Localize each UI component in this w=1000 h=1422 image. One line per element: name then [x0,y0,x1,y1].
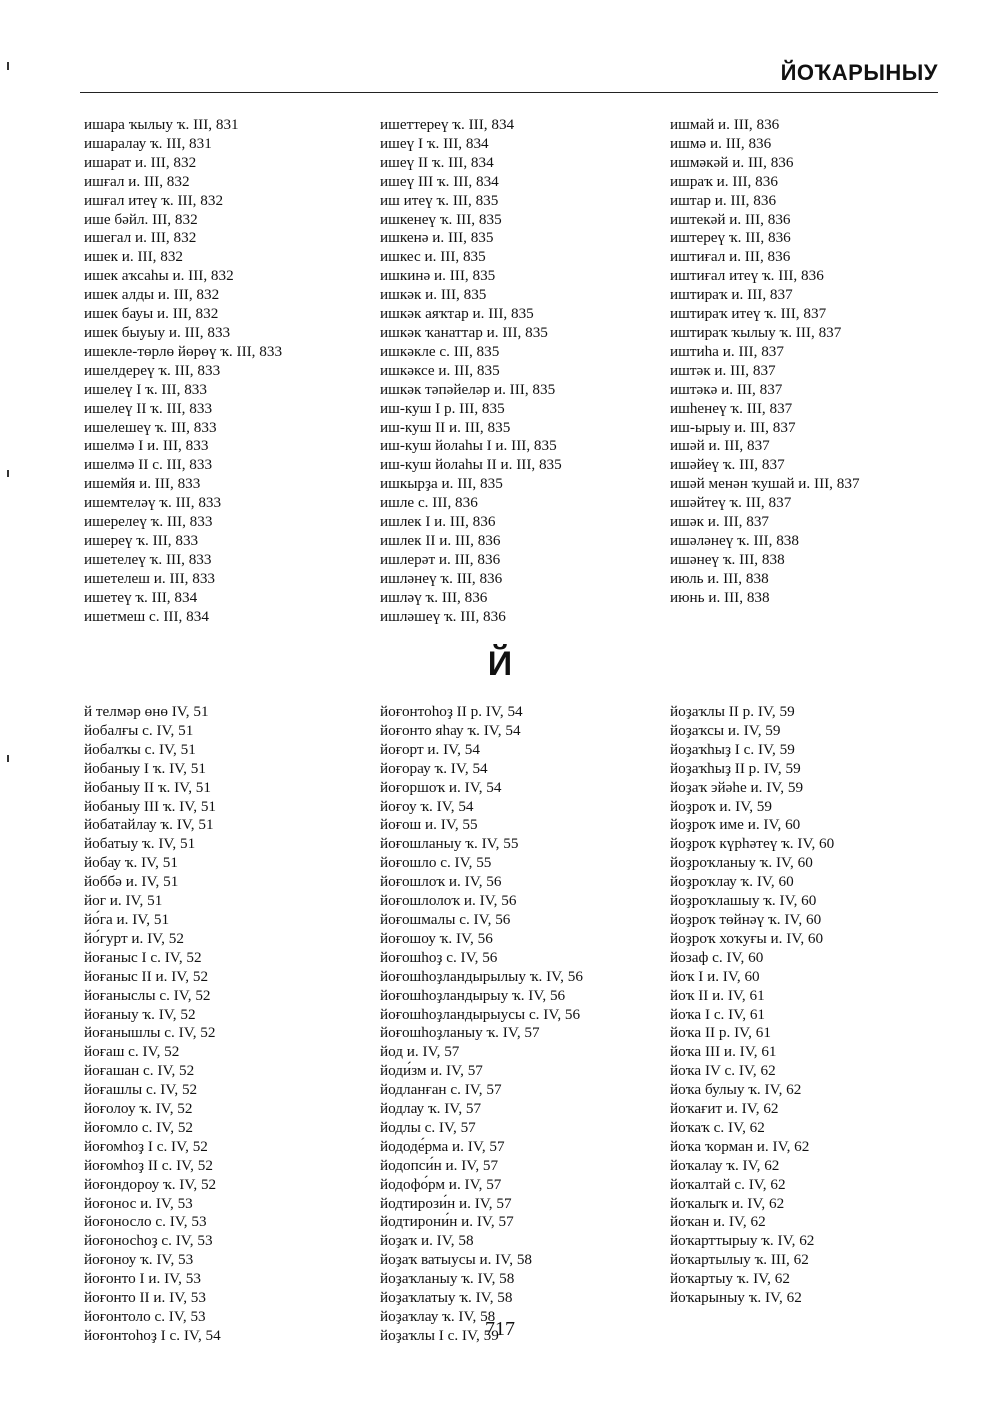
dictionary-entry: ишлерәт и. III, 836 [380,550,501,568]
dictionary-entry: ишкенеү ҡ. III, 835 [380,210,502,228]
dictionary-entry: ишкырҙа и. III, 835 [380,475,503,493]
dictionary-entry: ишкәк аяҡтар и. III, 835 [380,305,534,323]
dictionary-entry: иштереү ҡ. III, 836 [670,229,791,247]
dictionary-entry: йоҡа I с. IV, 61 [670,1005,766,1023]
dictionary-entry: йоҡаҡ с. IV, 62 [670,1118,765,1136]
dictionary-entry: йоҙаҡлау ҡ. IV, 58 [380,1308,496,1325]
dictionary-entry: йоғошланыу ҡ. IV, 55 [380,835,519,853]
dictionary-entry: ишәй менән ҡушай и. III, 837 [670,475,860,493]
dictionary-entry: ишетелеш и. III, 833 [84,569,216,587]
dictionary-entry: йоғанышлы с. IV, 52 [84,1024,216,1042]
dictionary-entry: йозаф с. IV, 60 [670,948,764,966]
dictionary-entry: июль и. III, 838 [670,569,769,587]
dictionary-entry: йоҡ II и. IV, 61 [670,986,765,1004]
dictionary-entry: ишекле-төрлө йөрөү ҡ. III, 833 [84,342,283,360]
dictionary-entry: ишереү ҡ. III, 833 [84,531,199,549]
dictionary-entry: ишелмә II с. III, 833 [84,456,213,474]
dictionary-entry: ишәй и. III, 837 [670,437,770,455]
dictionary-entry: ишлек II и. III, 836 [380,531,501,549]
page-number: 717 [485,1318,515,1340]
dictionary-entry: йобаныу I ҡ. IV, 51 [84,759,206,777]
dictionary-entry: ишегал и. III, 832 [84,229,197,247]
dictionary-entry: йоҡартылыу ҡ. III, 62 [670,1251,809,1269]
dictionary-entry: июнь и. III, 838 [670,588,770,606]
entries-column [84,116,384,626]
dictionary-entry: ишеү I ҡ. III, 834 [380,134,489,152]
dictionary-entry: ишеттереү ҡ. III, 834 [380,116,515,133]
dictionary-entry: йоғорау ҡ. IV, 54 [380,759,488,777]
dictionary-entry: йоҡа II р. IV, 61 [670,1024,771,1042]
dictionary-entry: йоғош и. IV, 55 [380,816,478,834]
dictionary-entry: ишәләнеү ҡ. III, 838 [670,531,799,549]
dictionary-entry: йоғонтоһоҙ I с. IV, 54 [84,1326,221,1344]
dictionary-entry: ишелдереү ҡ. III, 833 [84,361,221,379]
dictionary-entry: ишек быуыу и. III, 833 [84,323,231,341]
dictionary-entry: йоғошлоҡ и. IV, 56 [380,873,502,891]
dictionary-entry: йоғаныслы с. IV, 52 [84,986,211,1004]
dictionary-entry: йоғонтоһоҙ II р. IV, 54 [380,703,523,720]
dictionary-entry: йоҙроҡ хоҡуғы и. IV, 60 [670,929,824,947]
dictionary-entry: йоҙаҡлатыу ҡ. IV, 58 [380,1289,513,1307]
dictionary-entry: йоғоу ҡ. IV, 54 [380,797,474,815]
dictionary-entry: йоҙаҡ и. IV, 58 [380,1232,474,1250]
dictionary-entry: ишкәксе и. III, 835 [380,361,500,379]
dictionary-entry: ишелмә I и. III, 833 [84,437,209,455]
dictionary-entry: йоғошмалы с. IV, 56 [380,910,511,928]
dictionary-entry: иштар и. III, 836 [670,191,777,209]
dictionary-entry: й телмәр өнө IV, 51 [84,703,209,720]
dictionary-entry: йоҡалау ҡ. IV, 62 [670,1156,780,1174]
dictionary-entry: ишарат и. III, 832 [84,153,197,171]
dictionary-entry: йоғоносһоҙ с. IV, 53 [84,1232,213,1250]
dictionary-entry: йоғондороу ҡ. IV, 52 [84,1175,217,1193]
dictionary-entry: ишкәк ҡанаттар и. III, 835 [380,323,548,341]
dictionary-entry: йоғошһоҙландырылыу ҡ. IV, 56 [380,967,583,985]
dictionary-entry: йоғашан с. IV, 52 [84,1062,195,1080]
dictionary-entry: ишәйеү ҡ. III, 837 [670,456,785,474]
dictionary-entry: йодофо́рм и. IV, 57 [380,1175,502,1193]
dictionary-entry: ишғал и. III, 832 [84,172,190,190]
left-margin-mark [7,470,9,477]
dictionary-entry: йоғоноу ҡ. IV, 53 [84,1251,194,1269]
header-rule [80,92,938,93]
dictionary-entry: ишмәкәй и. III, 836 [670,153,794,171]
dictionary-entry: йоғорт и. IV, 54 [380,740,480,758]
dictionary-entry: ишғал итеү ҡ. III, 832 [84,191,224,209]
dictionary-entry: йобау ҡ. IV, 51 [84,854,178,872]
dictionary-entry: йобаныу II ҡ. IV, 51 [84,778,211,796]
dictionary-entry: йоҙаҡлы I с. IV, 59 [380,1326,499,1344]
dictionary-entry: йог и. IV, 51 [84,892,163,910]
dictionary-entry: йоҡа ҡорман и. IV, 62 [670,1137,810,1155]
left-margin-mark [7,755,9,762]
dictionary-entry: ишһенеү ҡ. III, 837 [670,399,793,417]
dictionary-entry: иш итеү ҡ. III, 835 [380,191,499,209]
dictionary-entry: ишетеү ҡ. III, 834 [84,588,198,606]
dictionary-entry: йобатайлау ҡ. IV, 51 [84,816,214,834]
dictionary-entry: йоҡартыу ҡ. IV, 62 [670,1270,790,1288]
dictionary-entry: ишетелеү ҡ. III, 833 [84,550,212,568]
dictionary-entry: ишкәкле с. III, 835 [380,342,500,360]
dictionary-entry: йоғаныс I с. IV, 52 [84,948,202,966]
dictionary-entry: йоғонто II и. IV, 53 [84,1289,206,1307]
dictionary-entry: йоғомло с. IV, 52 [84,1118,194,1136]
dictionary-entry: йоҙроҡлашыу ҡ. IV, 60 [670,892,817,910]
dictionary-entry: ишәйтеү ҡ. III, 837 [670,494,792,512]
dictionary-entry: йоҡағит и. IV, 62 [670,1100,779,1118]
entries-column [84,703,384,1346]
dictionary-entry: ишелеү I ҡ. III, 833 [84,380,207,398]
dictionary-entry: йоҡа IV с. IV, 62 [670,1062,776,1080]
dictionary-entry: ишмә и. III, 836 [670,134,772,152]
dictionary-entry: йоғошһоҙландырыусы с. IV, 56 [380,1005,581,1023]
dictionary-entry: иштекәй и. III, 836 [670,210,791,228]
dictionary-entry: йодтирози́н и. IV, 57 [380,1194,512,1212]
dictionary-entry: йо́гурт и. IV, 52 [84,929,184,947]
dictionary-entry: йод и. IV, 57 [380,1043,460,1061]
dictionary-entry: йоҙаҡһыҙ I с. IV, 59 [670,740,795,758]
dictionary-entry: йоғаш с. IV, 52 [84,1043,180,1061]
dictionary-entry: йоҡарыныу ҡ. IV, 62 [670,1289,802,1307]
dictionary-entry: иштираҡ ҡылыу ҡ. III, 837 [670,323,842,341]
dictionary-entry: йоғаныс II и. IV, 52 [84,967,209,985]
dictionary-entry: йоҡалыҡ и. IV, 62 [670,1194,785,1212]
dictionary-entry: ишек алды и. III, 832 [84,286,220,304]
dictionary-entry: иштәкә и. III, 837 [670,380,783,398]
dictionary-entry: иштәк и. III, 837 [670,361,776,379]
dictionary-entry: йоғонослo с. IV, 53 [84,1213,207,1231]
dictionary-entry: йоббә и. IV, 51 [84,873,179,891]
dictionary-entry: йоҙаҡланыу ҡ. IV, 58 [380,1270,515,1288]
dictionary-entry: йододе́рма и. IV, 57 [380,1137,505,1155]
dictionary-entry: иш-куш I р. III, 835 [380,399,505,417]
dictionary-entry: ишләү ҡ. III, 836 [380,588,488,606]
dictionary-entry: йоғонто яһау ҡ. IV, 54 [380,721,521,739]
dictionary-entry: йоғонтоло с. IV, 53 [84,1308,206,1325]
dictionary-entry: ишкәк и. III, 835 [380,286,487,304]
section-letter: Й [487,645,513,683]
dictionary-entry: ишләнеү ҡ. III, 836 [380,569,503,587]
dictionary-entry: иш-куш йолаһы I и. III, 835 [380,437,557,455]
dictionary-entry: йо́га и. IV, 51 [84,910,170,928]
dictionary-entry: ишкинә и. III, 835 [380,267,496,285]
running-head: ЙОҠАРЫНЫУ [780,60,938,85]
dictionary-entry: йоҙаҡлы II р. IV, 59 [670,703,795,720]
dictionary-entry: йоҙаҡсы и. IV, 59 [670,721,781,739]
dictionary-entry: ишетмеш с. III, 834 [84,607,209,625]
dictionary-entry: йоғошһоҙланыу ҡ. IV, 57 [380,1024,540,1042]
dictionary-entry: йоҡа булыу ҡ. IV, 62 [670,1081,802,1099]
dictionary-entry: йоҙроҡлау ҡ. IV, 60 [670,873,794,891]
dictionary-entry: ишеү III ҡ. III, 834 [380,172,499,190]
dictionary-entry: йоҡан и. IV, 62 [670,1213,766,1231]
dictionary-entry: ишле с. III, 836 [380,494,478,512]
dictionary-entry: йоди́зм и. IV, 57 [380,1062,483,1080]
dictionary-entry: йоҙроҡ күрһәтеү ҡ. IV, 60 [670,835,835,853]
dictionary-entry: йоҡалтай с. IV, 62 [670,1175,786,1193]
dictionary-entry: йоҙаҡһыҙ II р. IV, 59 [670,759,801,777]
dictionary-entry: ишек бауы и. III, 832 [84,305,219,323]
dictionary-entry: йоғошоу ҡ. IV, 56 [380,929,493,947]
dictionary-entry: йоғошһоҙ с. IV, 56 [380,948,498,966]
dictionary-entry: иштиһа и. III, 837 [670,342,784,360]
dictionary-entry: ишелешеү ҡ. III, 833 [84,418,217,436]
dictionary-entry: йодопси́н и. IV, 57 [380,1156,499,1174]
dictionary-entry: иш-куш II и. III, 835 [380,418,511,436]
dictionary-entry: ишлек I и. III, 836 [380,513,496,531]
entries-column [670,703,970,1308]
dictionary-entry: ишемтеләү ҡ. III, 833 [84,494,222,512]
dictionary-entry: иш-ырыу и. III, 837 [670,418,796,436]
dictionary-entry: ишраҡ и. III, 836 [670,172,778,190]
dictionary-entry: ишара ҡылыу ҡ. III, 831 [84,116,239,133]
dictionary-entry: иштиғал итеү ҡ. III, 836 [670,267,824,285]
dictionary-entry: ишкәк тәпәйеләр и. III, 835 [380,380,556,398]
dictionary-entry: йоғомһоҙ II с. IV, 52 [84,1156,213,1174]
dictionary-entry: йоҡа III и. IV, 61 [670,1043,777,1061]
dictionary-entry: йобатыу ҡ. IV, 51 [84,835,196,853]
dictionary-entry: ишкес и. III, 835 [380,248,486,266]
dictionary-entry: йоғашлы с. IV, 52 [84,1081,198,1099]
dictionary-entry: ишемйя и. III, 833 [84,475,201,493]
dictionary-entry: иштираҡ итеү ҡ. III, 837 [670,305,827,323]
dictionary-entry: йоҙроҡ төйнәү ҡ. IV, 60 [670,910,822,928]
dictionary-entry: ишаралау ҡ. III, 831 [84,134,212,152]
dictionary-entry: йоғошло с. IV, 55 [380,854,492,872]
dictionary-entry: ишек и. III, 832 [84,248,184,266]
dictionary-entry: йоғомһоҙ I с. IV, 52 [84,1137,208,1155]
dictionary-entry: иш-куш йолаһы II и. III, 835 [380,456,562,474]
dictionary-entry: йодлы с. IV, 57 [380,1118,476,1136]
dictionary-entry: ишерелеү ҡ. III, 833 [84,513,213,531]
dictionary-entry: йобалҡы с. IV, 51 [84,740,196,758]
dictionary-entry: йоғонос и. IV, 53 [84,1194,193,1212]
dictionary-entry: ишек аҡсаһы и. III, 832 [84,267,234,285]
dictionary-entry: йодтирони́н и. IV, 57 [380,1213,514,1231]
dictionary-entry: ишәнеү ҡ. III, 838 [670,550,785,568]
dictionary-entry: йобаныу III ҡ. IV, 51 [84,797,217,815]
dictionary-entry: ишкенә и. III, 835 [380,229,494,247]
dictionary-entry: йоғонто I и. IV, 53 [84,1270,201,1288]
dictionary-entry: ишләшеү ҡ. III, 836 [380,607,506,625]
dictionary-entry: йобалғы с. IV, 51 [84,721,194,739]
dictionary-entry: йоғаныу ҡ. IV, 52 [84,1005,196,1023]
dictionary-entry: ишмай и. III, 836 [670,116,780,133]
dictionary-entry: иштиғал и. III, 836 [670,248,791,266]
entries-column [670,116,970,608]
dictionary-entry: йоҙаҡ эйәһе и. IV, 59 [670,778,804,796]
dictionary-entry: йоҙаҡ ватыусы и. IV, 58 [380,1251,533,1269]
dictionary-entry: ише бәйл. III, 832 [84,210,198,228]
dictionary-entry: йоғошлолоҡ и. IV, 56 [380,892,517,910]
left-margin-mark [7,62,9,70]
dictionary-entry: йоғоршоҡ и. IV, 54 [380,778,502,796]
entries-column [380,116,680,626]
dictionary-entry: йоғолоу ҡ. IV, 52 [84,1100,193,1118]
dictionary-entry: йоҙроҡ име и. IV, 60 [670,816,801,834]
dictionary-entry: йодланған с. IV, 57 [380,1081,502,1099]
dictionary-entry: йоҡарттырыу ҡ. IV, 62 [670,1232,815,1250]
dictionary-entry: йоҙроҡланыу ҡ. IV, 60 [670,854,813,872]
entries-column [380,703,680,1346]
dictionary-entry: йоҙроҡ и. IV, 59 [670,797,772,815]
dictionary-entry: ишәк и. III, 837 [670,513,770,531]
dictionary-entry: йоҡ I и. IV, 60 [670,967,760,985]
dictionary-entry: ишеү II ҡ. III, 834 [380,153,494,171]
dictionary-entry: ишелеү II ҡ. III, 833 [84,399,213,417]
dictionary-entry: йоғошһоҙландырыу ҡ. IV, 56 [380,986,566,1004]
dictionary-entry: йодлау ҡ. IV, 57 [380,1100,482,1118]
dictionary-entry: иштираҡ и. III, 837 [670,286,793,304]
